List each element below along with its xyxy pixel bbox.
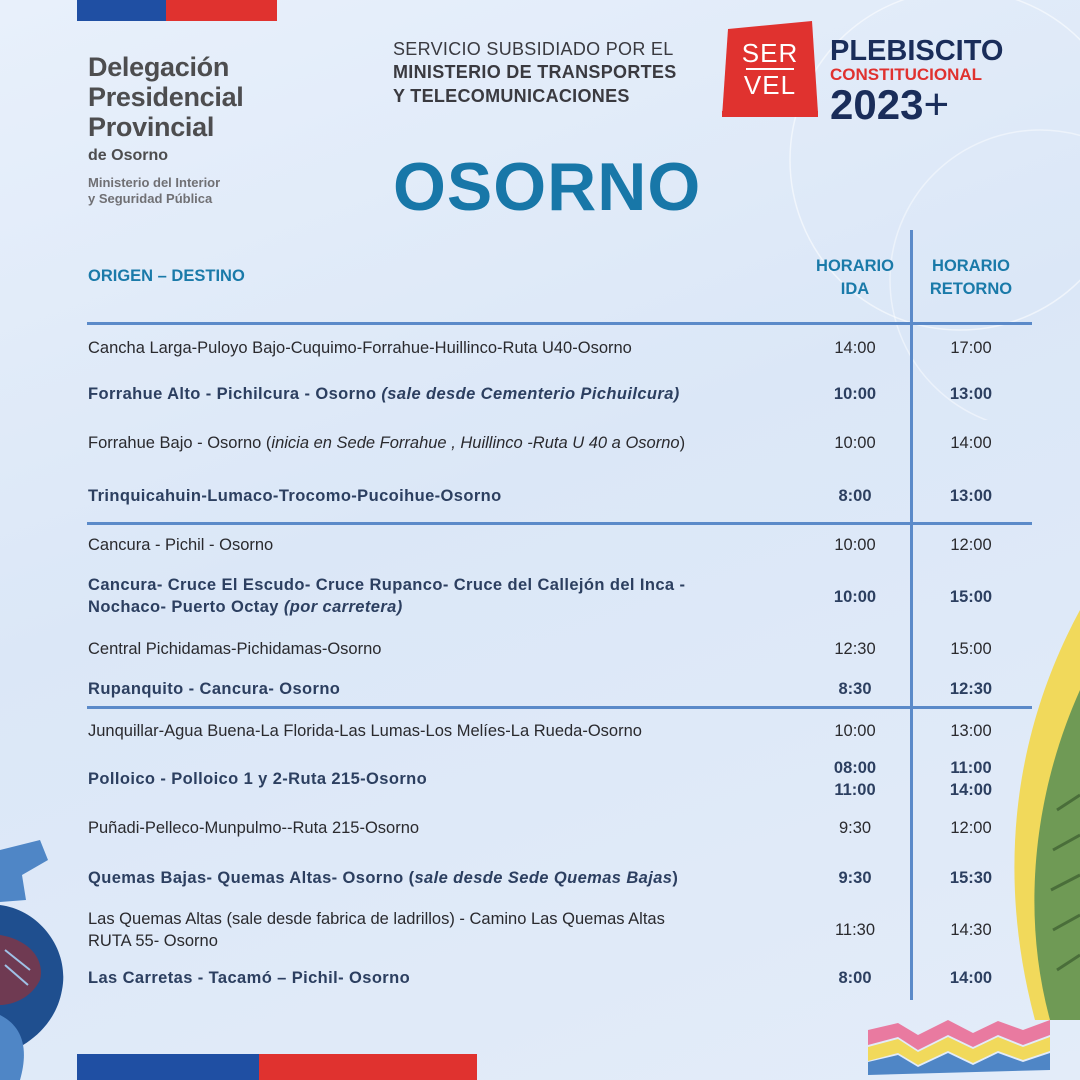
route-name: Forrahue Alto - Pichilcura - Osorno: [88, 385, 382, 403]
time-ida: 8:00: [838, 969, 872, 987]
decorative-figure: [0, 840, 80, 1080]
route-end: ): [672, 869, 679, 887]
time-ida-1: 08:00: [833, 759, 877, 777]
route-text: Las Carretas - Tacamó – Pichil- Osorno: [88, 969, 411, 987]
route-text: Rupanquito - Cancura- Osorno: [88, 680, 341, 698]
plebiscito-year: 2023: [830, 81, 924, 128]
time-ida: 12:30: [834, 640, 876, 658]
col-ida-header-line2: IDA: [840, 280, 870, 298]
col-route-header: ORIGEN – DESTINO: [88, 267, 245, 285]
servicio-line2: MINISTERIO DE TRANSPORTES: [393, 62, 677, 82]
time-retorno: 14:00: [949, 969, 993, 987]
route-text: Junquillar-Agua Buena-La Florida-Las Lumas-Los Melíes-La Rueda-Osorno: [88, 722, 642, 740]
time-retorno: 15:00: [950, 640, 992, 658]
route-name: Quemas Bajas- Quemas Altas- Osorno (: [88, 869, 415, 887]
flag-stripe-bottom: [77, 1054, 477, 1080]
route-line1: Cancura- Cruce El Escudo- Cruce Rupanco- Cruce del Callejón del Inca -: [88, 576, 686, 594]
table-rule: [87, 522, 1032, 525]
route-note: inicia en Sede Forrahue , Huillinco -Ruta U 40 a Osorno: [271, 434, 680, 452]
time-ida: 8:00: [838, 487, 872, 505]
col-ida-header-line1: HORARIO: [816, 257, 894, 275]
time-retorno: 12:30: [949, 680, 993, 698]
ministerio-line1: Ministerio del Interior: [88, 175, 221, 190]
route-name: Forrahue Bajo - Osorno (: [88, 434, 272, 452]
servel-bottom: VEL: [743, 70, 797, 100]
time-retorno: 12:00: [950, 819, 992, 837]
time-retorno-2: 14:00: [949, 781, 993, 799]
page-title: OSORNO: [393, 149, 702, 225]
time-retorno: 13:00: [950, 722, 992, 740]
plebiscito-line1: PLEBISCITO: [830, 35, 1004, 67]
route-name: Nochaco- Puerto Octay: [88, 598, 284, 616]
delegacion-sub: de Osorno: [88, 147, 169, 164]
time-retorno: 12:00: [950, 536, 992, 554]
servicio-line1: SERVICIO SUBSIDIADO POR EL: [393, 39, 674, 59]
time-retorno: 17:00: [950, 339, 992, 357]
route-text: Polloico - Polloico 1 y 2-Ruta 215-Osorno: [88, 770, 428, 788]
decorative-zigzag: [868, 1015, 1050, 1075]
route-text: Cancura - Pichil - Osorno: [88, 536, 274, 554]
table-rule: [87, 322, 1032, 325]
delegacion-line3: Provincial: [88, 112, 215, 142]
delegacion-line2: Presidencial: [88, 82, 244, 112]
time-retorno: 15:00: [949, 588, 993, 606]
decorative-leaf: [975, 610, 1080, 1030]
col-ret-header-line2: RETORNO: [929, 280, 1013, 298]
time-ida: 10:00: [833, 588, 877, 606]
ministerio-line2: y Seguridad Pública: [88, 191, 213, 206]
servicio-subsidiado: [393, 38, 677, 108]
time-retorno-1: 11:00: [950, 759, 992, 777]
time-ida: 10:00: [834, 536, 876, 554]
route-text: [88, 432, 798, 454]
time-ida: [810, 757, 900, 801]
col-ret-header-line1: HORARIO: [932, 257, 1010, 275]
time-retorno: 13:00: [949, 487, 993, 505]
delegacion-line1: Delegación: [88, 52, 230, 82]
col-ida-header: [805, 255, 905, 301]
time-ida: 9:30: [838, 819, 872, 837]
route-text: [88, 867, 798, 889]
delegacion-logo: [88, 52, 244, 207]
time-ida: 10:00: [834, 722, 876, 740]
time-retorno: 13:00: [949, 385, 993, 403]
servicio-line3: Y TELECOMUNICACIONES: [393, 86, 630, 106]
time-ida-2: 11:00: [834, 781, 876, 799]
route-end: ): [679, 434, 686, 452]
time-ida: 14:00: [834, 339, 876, 357]
route-text: Cancha Larga-Puloyo Bajo-Cuquimo-Forrahue-Huillinco-Ruta U40-Osorno: [88, 339, 632, 357]
plebiscito-logo: [830, 35, 1004, 129]
route-text: Trinquicahuin-Lumaco-Trocomo-Pucoihue-Osorno: [88, 487, 502, 505]
time-ida: 10:00: [833, 385, 877, 403]
time-retorno: 14:00: [950, 434, 992, 452]
table-rule: [87, 706, 1032, 709]
route-line2: RUTA 55- Osorno: [88, 932, 218, 950]
col-ret-header: [918, 255, 1024, 301]
flag-stripe-top: [77, 0, 277, 21]
route-text: Puñadi-Pelleco-Munpulmo--Ruta 215-Osorno: [88, 819, 420, 837]
time-ida: 10:00: [834, 434, 876, 452]
plebiscito-plus: +: [923, 80, 950, 129]
plebiscito-line2: CONSTITUCIONAL: [830, 65, 983, 84]
route-text: [88, 383, 798, 405]
route-text: [88, 574, 798, 618]
time-retorno: 15:30: [949, 869, 993, 887]
route-text: [88, 908, 778, 952]
table-column-rule: [910, 230, 913, 1000]
servel-logo: [722, 21, 818, 117]
route-note: sale desde Sede Quemas Bajas: [414, 869, 673, 887]
time-ida: 8:30: [838, 680, 872, 698]
servel-top: SER: [741, 38, 799, 68]
time-ida: 11:30: [834, 921, 876, 939]
route-note: (por carretera): [283, 598, 403, 616]
route-text: Central Pichidamas-Pichidamas-Osorno: [88, 640, 382, 658]
route-note: (sale desde Cementerio Pichuilcura): [381, 385, 680, 403]
route-line1: Las Quemas Altas (sale desde fabrica de ladrillos) - Camino Las Quemas Altas: [88, 910, 665, 928]
time-ida: 9:30: [838, 869, 872, 887]
time-retorno: 14:30: [950, 921, 992, 939]
